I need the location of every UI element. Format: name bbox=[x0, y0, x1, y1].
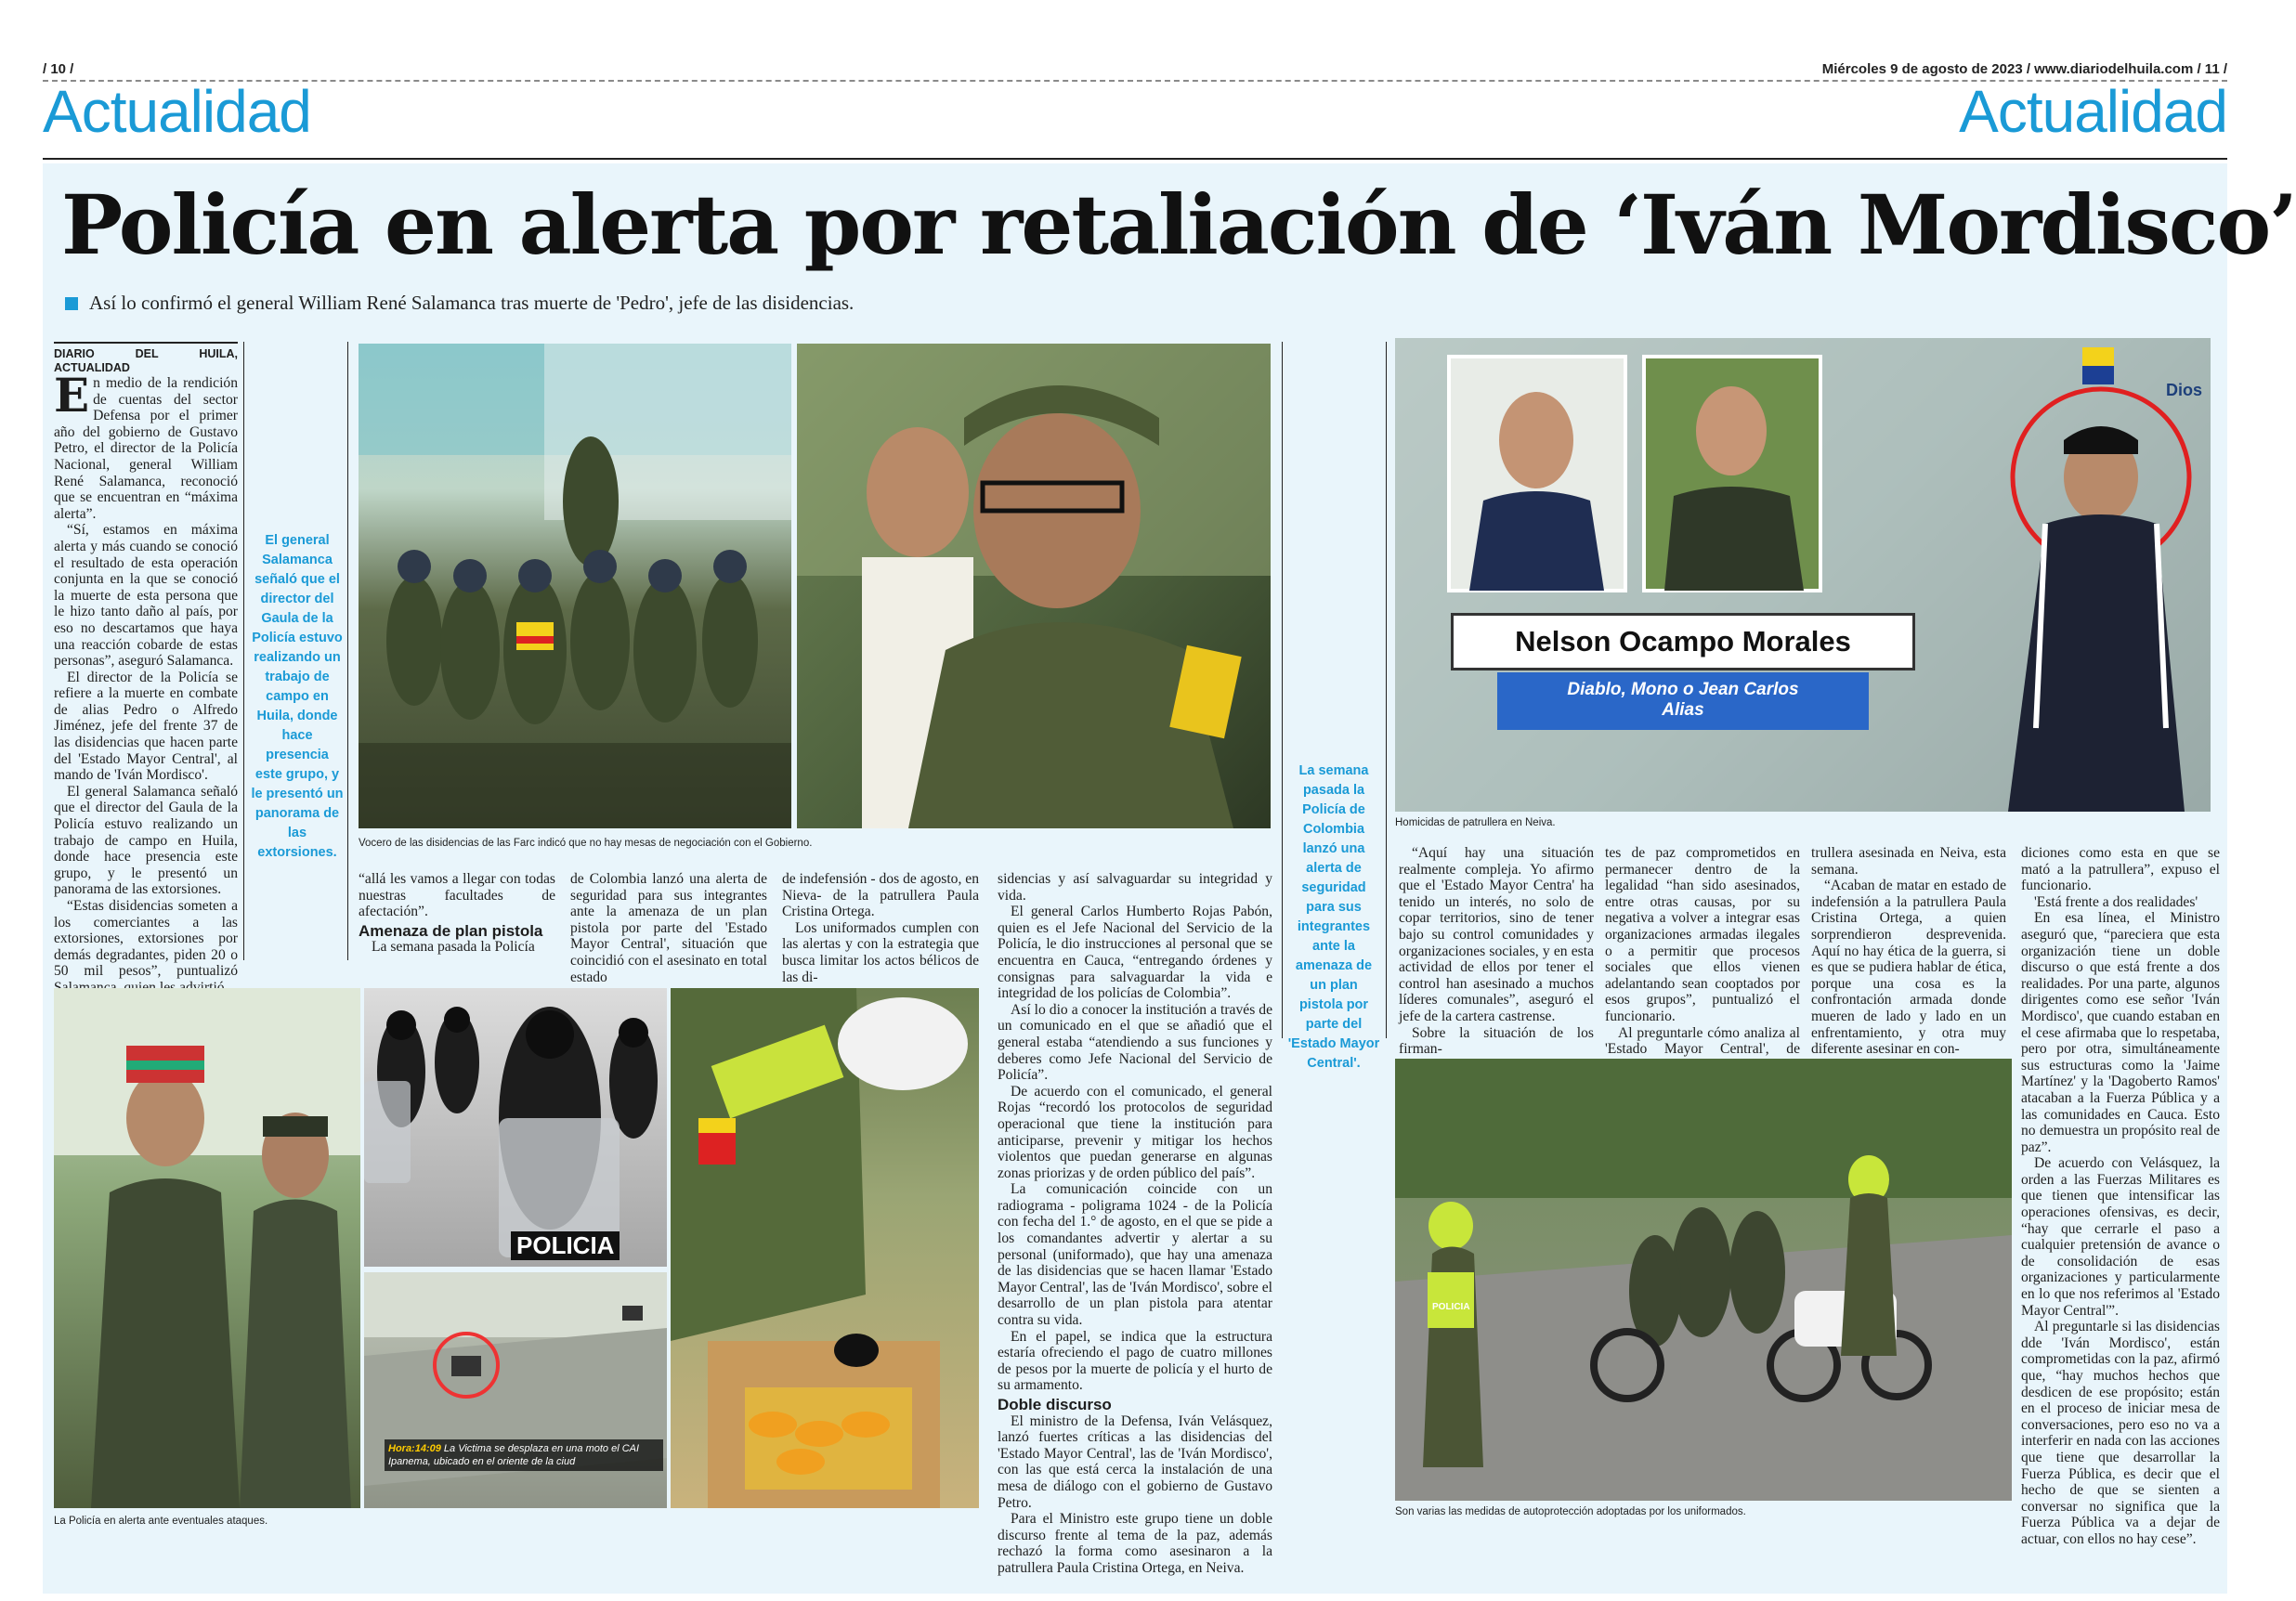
paragraph: Para el Ministro este grupo tiene un doble discurso frente al tema de la paz, además rechazó la forma como asesinaron a la patrullera Paula Cristina Ortega, en Neiva. bbox=[998, 1511, 1272, 1576]
photo-dissidents-formation bbox=[359, 344, 791, 828]
column-divider bbox=[1282, 342, 1283, 1038]
paragraph: La semana pasada la Policía bbox=[372, 939, 535, 956]
photo-police-motorcycles bbox=[1395, 1059, 2012, 1501]
byline: DIARIO DEL HUILA, ACTUALIDAD bbox=[54, 342, 238, 375]
motorcycles-illustration bbox=[1395, 1059, 2012, 1501]
spokesman-illustration bbox=[797, 344, 1271, 828]
cctv-time: Hora:14:09 bbox=[388, 1443, 441, 1454]
paragraph: Así lo dio a conocer la institución a través de un comunicado en el que se añadió que el general estaba “atendiendo a sus funciones y deberes como Jefe Nacional del Servicio de Policía”. bbox=[998, 1001, 1272, 1084]
paragraph: En el papel, se indica que la estructura estaría ofreciendo el pago de cuatro millones de pesos por la muerte de policía y el hurto de su armamento. bbox=[998, 1328, 1272, 1394]
column-divider bbox=[243, 342, 244, 960]
paragraph: “Estas disidencias someten a los comerciantes a las extorsiones, extorsiones por demás degradantes, piden 20 o 50 mil pesos”, puntualizó bbox=[54, 898, 238, 980]
deck-text: Así lo confirmó el general William René Salamanca tras muerte de 'Pedro', jefe de las disidencias. bbox=[89, 292, 854, 314]
section-rule bbox=[43, 158, 2227, 160]
left-page-number: / 10 / bbox=[43, 61, 74, 77]
paragraph: El director de la Policía se refiere a la muerte en combate de alias Pedro o Alfredo Jiménez, jefe del frente 37 de las disidencias que hacen parte del 'Estado Mayor Central', al mando de 'Iván Mordisco'. bbox=[54, 669, 238, 784]
paragraph: 'Está frente a dos realidades' bbox=[2034, 893, 2198, 910]
paragraph: El general Salamanca señaló que el director del Gaula de la Policía estuvo realizando un trabajo de campo en Huila, donde hace presencia este grupo, y le presentó un panorama de las extorsiones. bbox=[54, 783, 238, 898]
riot-shield-label: POLICIA bbox=[511, 1231, 620, 1260]
column-7 bbox=[1605, 845, 1800, 1090]
riot-police-illustration bbox=[364, 988, 667, 1267]
deck bbox=[65, 292, 854, 315]
suspects-illustration bbox=[1395, 338, 2211, 812]
right-date-folio: Miércoles 9 de agosto de 2023 / www.diariodelhuila.com / 11 / bbox=[1821, 61, 2227, 77]
suspect-alias: Diablo, Mono o Jean Carlos bbox=[1567, 680, 1799, 699]
paragraph: “Sí, estamos en máxima alerta y más cuando se conoció el resultado de esta operación conjunta en la que se conoció la muerte de esta persona que le hizo tanto daño al país, por eso no descartamos que haya una reacción cobarde de estas personas”, aseguró Salamanca. bbox=[54, 522, 238, 670]
column-divider bbox=[347, 342, 348, 960]
caption-bottom-left: La Policía en alerta ante eventuales ataques. bbox=[54, 1516, 268, 1527]
drop-cap: E bbox=[54, 368, 90, 423]
paragraph: Al preguntarle cómo analiza al 'Estado Mayor Central', de bbox=[1605, 1024, 1800, 1058]
photo-riot-police bbox=[364, 988, 667, 1267]
deck-bullet-icon bbox=[65, 297, 78, 310]
column-1 bbox=[54, 342, 238, 980]
photo-suspects bbox=[1395, 338, 2211, 812]
paragraph: de Colombia lanzó una alerta de seguridad para sus integrantes ante la amenaza de un plan pistola por parte del 'Estado Mayor Central', situación que coincidió con el asesinato en total estado bbox=[570, 871, 767, 985]
pull-quote-right: La semana pasada la Policía de Colombia lanzó una alerta de seguridad para sus integrantes ante la amenaza de un plan pistola por parte del 'Estado Mayor Central'. bbox=[1287, 763, 1380, 1071]
subhead-doble-discurso: Doble discurso bbox=[998, 1396, 1112, 1413]
paragraph: tes de paz comprometidos en permanecer dentro de la legalidad “han sido asesinados, entre otras causas, por su negativa a volver a integrar esas organizaciones armadas ilegales o a permitir que procesos sociales que ellos vienen adelantando sean cooptados por esos grupos”, puntualizó el funcionario. bbox=[1605, 845, 1800, 1024]
paragraph: La comunicación coincide con un radiograma - poligrama 1024 - de la Policía con fecha del 1.° de agosto, en el que se pide a los comandantes advertir y alertar a su personal (uniformado), que hay una amenaza de las disidencias que se hacen llamar 'Estado Mayor Central', las de 'Iván Mordisco', sobre el desarrollo de un plan pistola para atentar contra su vida. bbox=[998, 1181, 1272, 1329]
headline: Policía en alerta por retaliación de ‘Iván Mordisco’ bbox=[61, 176, 2296, 273]
caption-bottom-right: Son varias las medidas de autoprotección adoptadas por los uniformados. bbox=[1395, 1506, 1746, 1517]
paragraph: “allá les vamos a llegar con todas nuestras facultades de afectación”. bbox=[359, 871, 555, 920]
suspect-name-banner: Nelson Ocampo Morales bbox=[1451, 613, 1915, 670]
paragraph: El ministro de la Defensa, Iván Velásquez, lanzó fuertes críticas a las disidencias del 'Estado Mayor Central', las de 'Iván Mordisco', con las que está cerca la instalación de una mesa de diálogo con el gobierno de Gustavo Petro. bbox=[998, 1412, 1272, 1511]
cctv-illustration bbox=[364, 1272, 667, 1508]
caption-top-right: Homicidas de patrullera en Neiva. bbox=[1395, 817, 1556, 828]
paragraph: sidencias y así salvaguardar su integridad y vida. bbox=[998, 871, 1272, 904]
cctv-overlay bbox=[385, 1439, 663, 1471]
column-2 bbox=[359, 871, 555, 956]
cctv-text: La Victima se desplaza en una moto el CAI Ipanema, ubicado en el oriente de la ciud bbox=[388, 1443, 640, 1467]
section-title-left: Actualidad bbox=[43, 78, 311, 145]
paragraph: n medio de la rendición de cuentas del sector Defensa por el primer año del gobierno de Gustavo Petro, el director de la Policía Nacional, general William René Salamanca, reconoció que se encuentran en “máxima alerta”. bbox=[54, 375, 238, 522]
paragraph: diciones como esta en que se mató a la patrullera”, expuso el funcionario. bbox=[2021, 845, 2220, 894]
paragraph: Los uniformados cumplen con las alertas y con la estrategia que busca limitar los actos bélicos de las di- bbox=[782, 919, 979, 985]
paragraph: trullera asesinada en Neiva, esta semana. bbox=[1811, 845, 2006, 878]
paragraph: de indefensión - dos de agosto, en Nieva- de la patrullera Paula Cristina Ortega. bbox=[782, 871, 979, 920]
photo-police-inspection bbox=[671, 988, 979, 1508]
column-6 bbox=[1399, 845, 1594, 1058]
alias-label: Alias bbox=[1662, 700, 1704, 720]
subhead-amenaza: Amenaza de plan pistola bbox=[359, 921, 543, 940]
header-rule bbox=[43, 80, 2227, 82]
paragraph: Sobre la situación de los firman- bbox=[1399, 1024, 1594, 1058]
police-jacket-label: POLICIA bbox=[1432, 1302, 1470, 1312]
paragraph: “Aquí hay una situación realmente compleja. Yo afirmo que el 'Estado Mayor Centra' ha tenido un interés, no solo de copar territorios, sino de tener bajo su control comunidades y organizaciones sociales, y en esta actividad de ellos por tener el control han asesinado a muchos líderes comunales”, aseguró el jefe de la cartera castrense. bbox=[1399, 845, 1594, 1024]
column-divider bbox=[1386, 342, 1387, 1038]
paragraph: Al preguntarle si las disidencias dde 'Iván Mordisco', están comprometidas con la paz, afirmó que, “hay muchos hechos que desdicen de ese propósito; están en el proceso de iniciar mesa de conversaciones, pero eso no va a interferir en nada con las acciones que tiene que desarrollar la Fuerza Pública, es decir que el hecho de que se sienten a conversar no significa que la Fuerza Pública va a dejar de actuar, con ellos no hay cese”. bbox=[2021, 1319, 2220, 1547]
suspect-alias-banner bbox=[1497, 672, 1869, 730]
dissidents-illustration bbox=[359, 344, 791, 828]
paragraph: “Acaban de matar en estado de indefensión a la patrullera Paula Cristina Ortega, a quien sorprendieron desprevenida. Aquí no hay ética de la guerra, si es que se pudiera hablar de ética, porque una cosa es la confrontación armada donde mueren de lado y lado en un enfrentamiento, y otra muy diferente asesinar en con- bbox=[1811, 878, 2006, 1058]
police-logo-text: Dios bbox=[2166, 381, 2203, 399]
paragraph: De acuerdo con el comunicado, el general Rojas “recordó los protocolos de seguridad operacional que tiene la institución para anticiparse, prevenir y mitigar los hechos violentos que puedan generarse en algunas zonas priorizas y de orden público del país”. bbox=[998, 1083, 1272, 1181]
column-5 bbox=[998, 871, 1272, 1577]
photo-police-generals bbox=[54, 988, 360, 1508]
column-8 bbox=[1811, 845, 2006, 1058]
column-3 bbox=[570, 871, 767, 985]
paragraph: De acuerdo con Velásquez, la orden a las Fuerzas Militares es que tienen que intensificar las operaciones ofensivas, es decir, “hay que cerrarle el paso a cualquier pretensión de avance o de consolidación de esas organizaciones y particularmente en lo que nos referimos al 'Estado Mayor Central'”. bbox=[2021, 1155, 2220, 1319]
section-title-right: Actualidad bbox=[1959, 78, 2227, 145]
paragraph: En esa línea, el Ministro aseguró que, “pareciera que esta organización tiene un doble discurso o que está frente a dos realidades. Por una parte, algunos dirigentes como ese señor 'Iván Mordisco', que cuando estaban en el cese afirmaba que lo respetaba, pero por otra, simultáneamente sus estructuras como la 'Jaime Martínez' y la 'Dagoberto Ramos' atacaban a la Fuerza Pública y a las comunidades en Cauca. Esto no demuestra un propósito real de paz”. bbox=[2021, 910, 2220, 1155]
caption-top-left: Vocero de las disidencias de las Farc indicó que no hay mesas de negociación con el Gobierno. bbox=[359, 838, 813, 849]
photo-cctv-frame bbox=[364, 1272, 667, 1508]
paragraph: El general Carlos Humberto Rojas Pabón, quien es el Jefe Nacional del Servicio de la Policía, le dio instrucciones al personal que se encuentra en Cauca, “entregando órdenes y consignas para salvaguardar la vida e integridad de los policías de Colombia”. bbox=[998, 904, 1272, 1002]
column-4 bbox=[782, 871, 979, 985]
inspection-illustration bbox=[671, 988, 979, 1508]
column-9 bbox=[2021, 845, 2220, 1548]
photo-dissident-spokesman bbox=[797, 344, 1271, 828]
pull-quote-left: El general Salamanca señaló que el director del Gaula de la Policía estuvo realizando un trabajo de campo en Huila, donde hace presencia este grupo, y le presentó un panorama de las extorsiones. bbox=[251, 533, 344, 860]
generals-illustration bbox=[54, 988, 360, 1508]
